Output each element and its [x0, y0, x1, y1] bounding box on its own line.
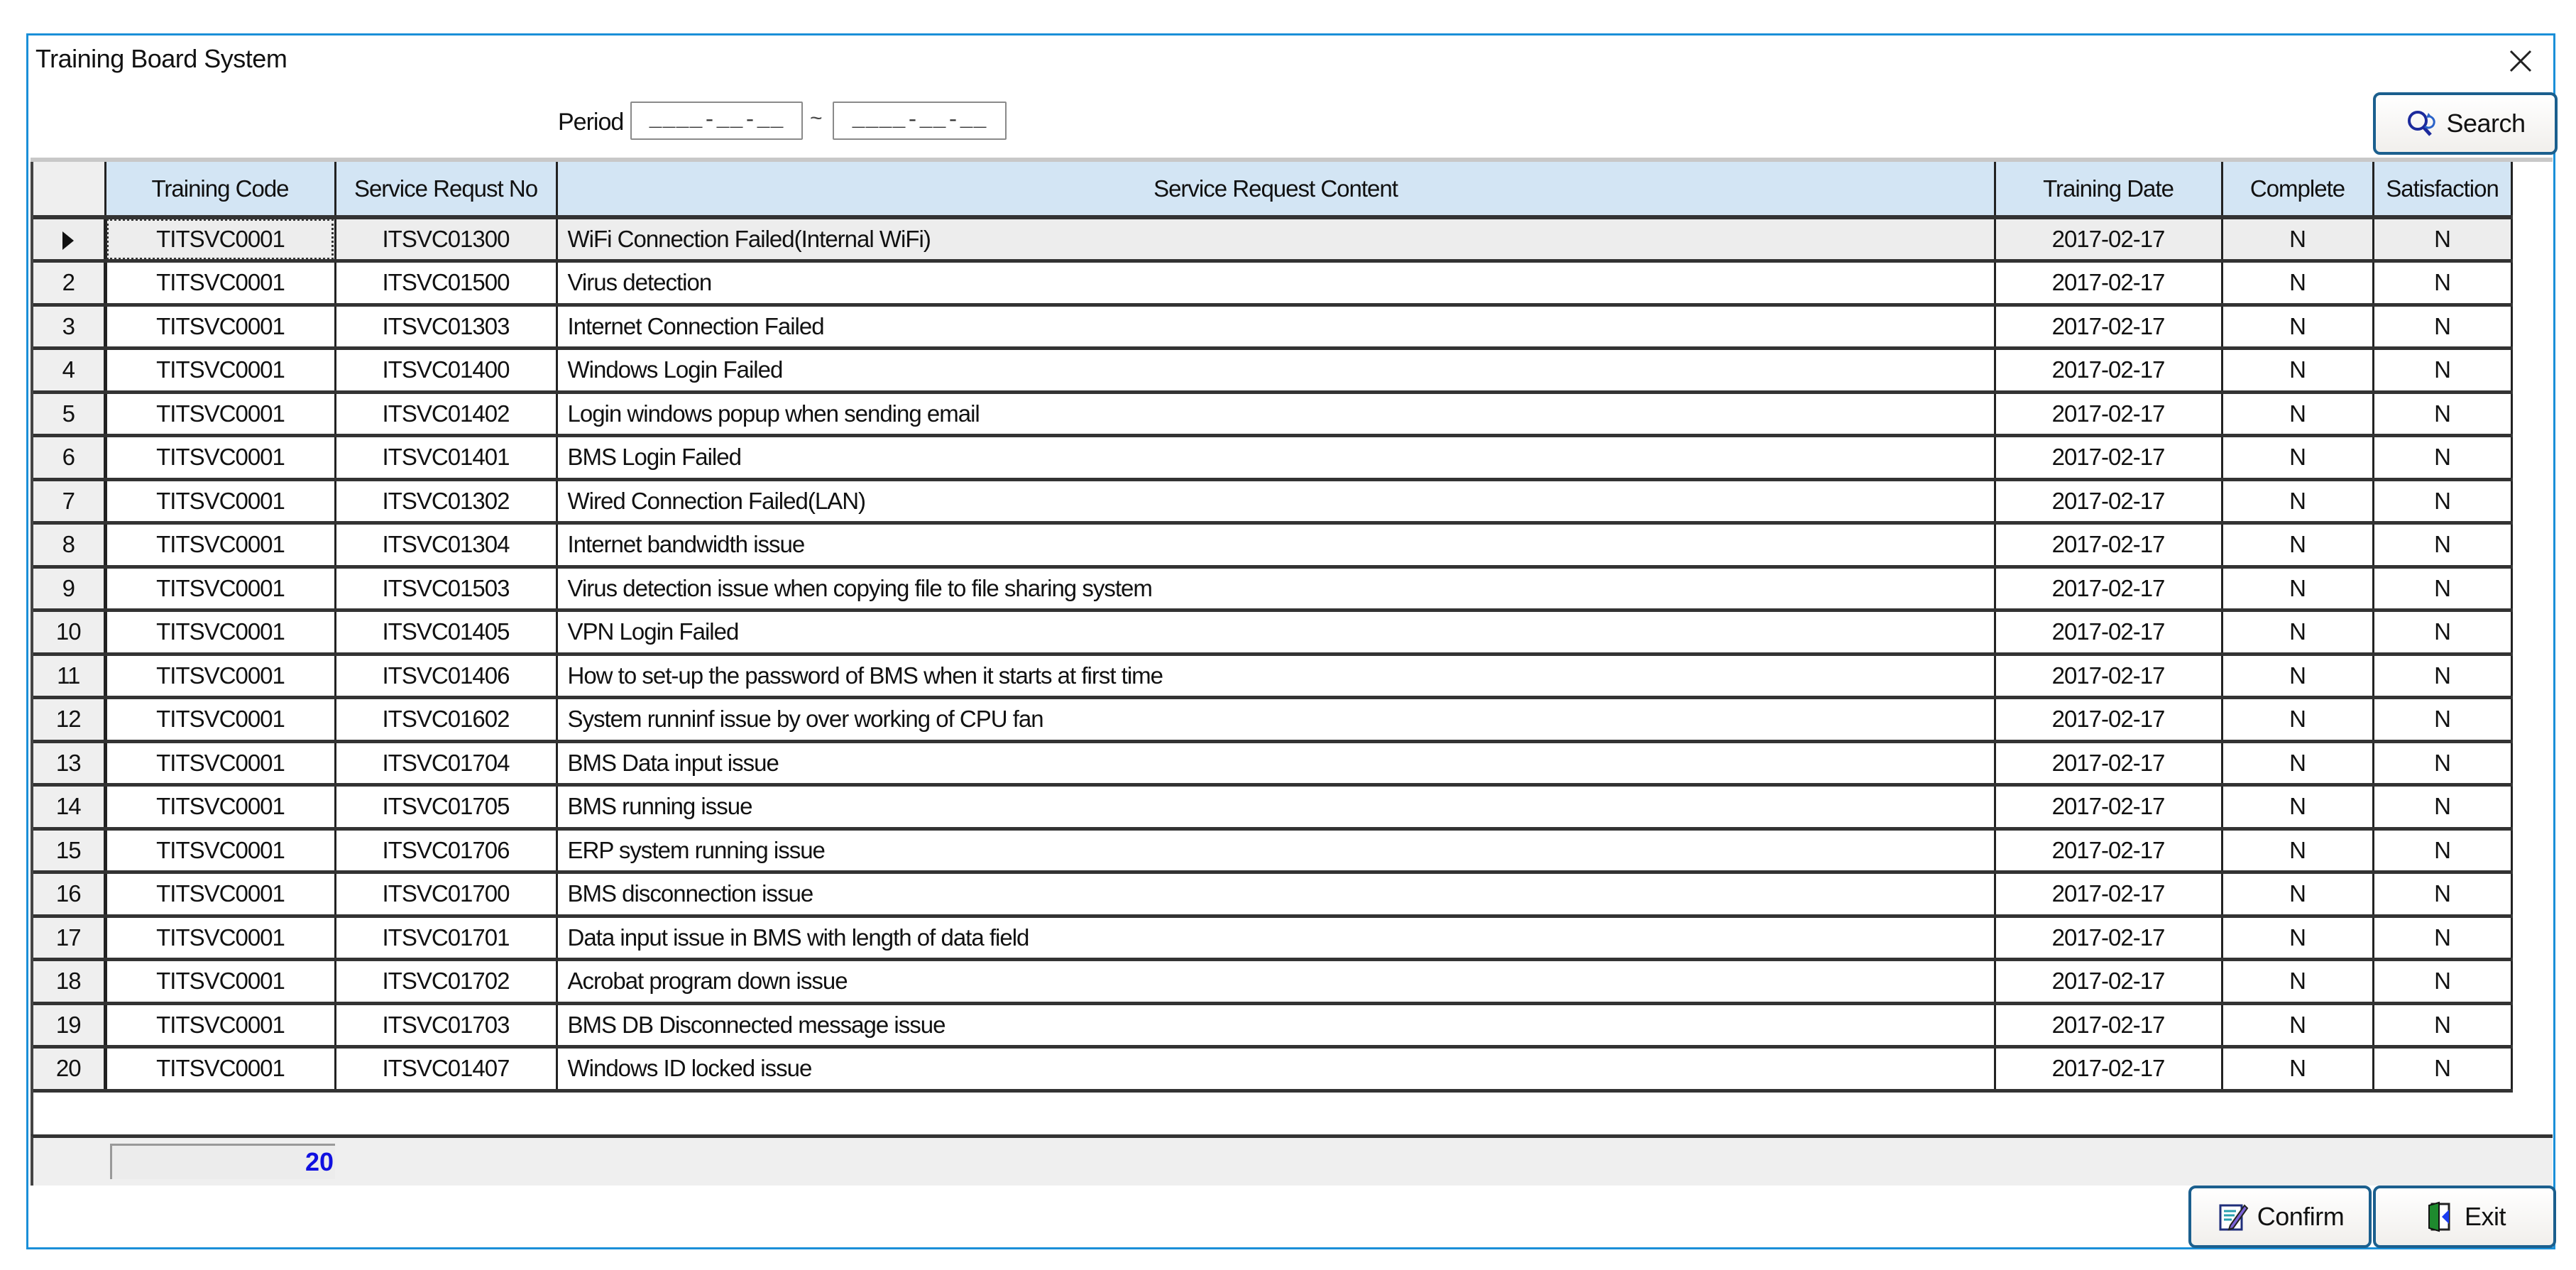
service-request-content-cell[interactable]: How to set-up the password of BMS when it starts at first time	[557, 654, 1995, 698]
training-date-cell[interactable]: 2017-02-17	[1995, 828, 2222, 872]
row-header[interactable]: 2	[33, 261, 105, 305]
confirm-button-label: Confirm	[2257, 1202, 2345, 1231]
satisfaction-cell[interactable]: N	[2373, 828, 2511, 872]
service-request-content-cell[interactable]: Virus detection issue when copying file to file sharing system	[557, 566, 1995, 611]
complete-cell[interactable]: N	[2222, 261, 2373, 305]
grid-body-area	[31, 162, 2553, 1134]
training-date-cell[interactable]: 2017-02-17	[1995, 436, 2222, 480]
satisfaction-cell[interactable]: N	[2373, 785, 2511, 829]
table-row[interactable]	[33, 349, 2511, 393]
search-button-label: Search	[2446, 109, 2526, 138]
service-request-content-cell[interactable]: VPN Login Failed	[557, 611, 1995, 655]
service-request-no-cell[interactable]: ITSVC01503	[335, 566, 557, 611]
row-header[interactable]: 18	[33, 960, 105, 1004]
training-code-cell[interactable]: TITSVC0001	[105, 872, 335, 916]
service-request-content-cell[interactable]: ERP system running issue	[557, 828, 1995, 872]
table-row[interactable]	[33, 523, 2511, 567]
complete-cell[interactable]: N	[2222, 305, 2373, 349]
service-request-no-cell[interactable]: ITSVC01300	[335, 217, 557, 261]
training-date-cell[interactable]: 2017-02-17	[1995, 217, 2222, 261]
period-label: Period	[558, 109, 624, 136]
service-request-content-cell[interactable]: Login windows popup when sending email	[557, 392, 1995, 436]
table-row[interactable]	[33, 741, 2511, 785]
row-header[interactable]: 13	[33, 741, 105, 785]
row-header[interactable]	[33, 217, 105, 261]
close-x-icon	[2504, 44, 2538, 78]
training-date-cell[interactable]: 2017-02-17	[1995, 698, 2222, 742]
training-date-cell[interactable]: 2017-02-17	[1995, 479, 2222, 523]
row-header-corner	[33, 162, 105, 217]
row-header[interactable]: 5	[33, 392, 105, 436]
training-code-cell[interactable]: TITSVC0001	[105, 566, 335, 611]
service-request-content-cell[interactable]: Internet bandwidth issue	[557, 523, 1995, 567]
complete-cell[interactable]: N	[2222, 611, 2373, 655]
table-row[interactable]	[33, 392, 2511, 436]
complete-cell[interactable]: N	[2222, 392, 2373, 436]
training-code-cell[interactable]: TITSVC0001	[105, 523, 335, 567]
exit-button[interactable]	[2373, 1186, 2556, 1248]
row-header[interactable]: 20	[33, 1047, 105, 1091]
service-request-no-cell[interactable]: ITSVC01400	[335, 349, 557, 393]
row-header[interactable]: 19	[33, 1003, 105, 1047]
table-row[interactable]	[33, 916, 2511, 960]
training-date-cell[interactable]: 2017-02-17	[1995, 872, 2222, 916]
row-header[interactable]: 10	[33, 611, 105, 655]
satisfaction-cell[interactable]: N	[2373, 566, 2511, 611]
row-header[interactable]: 17	[33, 916, 105, 960]
service-request-no-cell[interactable]: ITSVC01602	[335, 698, 557, 742]
service-request-no-cell[interactable]: ITSVC01705	[335, 785, 557, 829]
training-date-cell[interactable]: 2017-02-17	[1995, 523, 2222, 567]
service-request-no-cell[interactable]: ITSVC01702	[335, 960, 557, 1004]
table-row[interactable]	[33, 261, 2511, 305]
service-request-no-cell[interactable]: ITSVC01706	[335, 828, 557, 872]
complete-cell[interactable]: N	[2222, 523, 2373, 567]
service-request-content-cell[interactable]: BMS Login Failed	[557, 436, 1995, 480]
close-button[interactable]	[2504, 44, 2538, 78]
training-date-cell[interactable]: 2017-02-17	[1995, 916, 2222, 960]
table-row[interactable]	[33, 654, 2511, 698]
service-request-content-cell[interactable]: BMS DB Disconnected message issue	[557, 1003, 1995, 1047]
exit-button-label: Exit	[2464, 1202, 2506, 1231]
training-date-cell[interactable]: 2017-02-17	[1995, 261, 2222, 305]
service-request-no-cell[interactable]: ITSVC01401	[335, 436, 557, 480]
service-request-content-cell[interactable]: Wired Connection Failed(LAN)	[557, 479, 1995, 523]
training-date-cell[interactable]: 2017-02-17	[1995, 1047, 2222, 1091]
service-request-no-cell[interactable]: ITSVC01500	[335, 261, 557, 305]
row-header[interactable]: 16	[33, 872, 105, 916]
training-date-cell[interactable]: 2017-02-17	[1995, 654, 2222, 698]
training-code-cell[interactable]: TITSVC0001	[105, 436, 335, 480]
training-date-cell[interactable]: 2017-02-17	[1995, 960, 2222, 1004]
satisfaction-cell[interactable]: N	[2373, 1047, 2511, 1091]
complete-cell[interactable]: N	[2222, 349, 2373, 393]
training-code-cell[interactable]: TITSVC0001	[105, 654, 335, 698]
service-request-no-cell[interactable]: ITSVC01704	[335, 741, 557, 785]
training-date-cell[interactable]: 2017-02-17	[1995, 1003, 2222, 1047]
table-row[interactable]	[33, 785, 2511, 829]
service-request-no-cell[interactable]: ITSVC01703	[335, 1003, 557, 1047]
training-code-cell[interactable]: TITSVC0001	[105, 611, 335, 655]
training-date-cell[interactable]: 2017-02-17	[1995, 349, 2222, 393]
satisfaction-cell[interactable]: N	[2373, 872, 2511, 916]
service-request-no-cell[interactable]: ITSVC01406	[335, 654, 557, 698]
training-date-cell[interactable]: 2017-02-17	[1995, 611, 2222, 655]
column-header-training-date[interactable]: Training Date	[1995, 162, 2222, 217]
satisfaction-cell[interactable]: N	[2373, 611, 2511, 655]
search-button[interactable]	[2373, 92, 2558, 155]
row-header[interactable]: 9	[33, 566, 105, 611]
training-date-cell[interactable]: 2017-02-17	[1995, 392, 2222, 436]
service-request-content-cell[interactable]: Internet Connection Failed	[557, 305, 1995, 349]
training-date-cell[interactable]: 2017-02-17	[1995, 741, 2222, 785]
complete-cell[interactable]: N	[2222, 960, 2373, 1004]
row-header[interactable]: 11	[33, 654, 105, 698]
edit-document-icon	[2216, 1200, 2250, 1234]
column-header-satisfaction[interactable]: Satisfaction	[2373, 162, 2511, 217]
table-row[interactable]	[33, 479, 2511, 523]
table-row[interactable]	[33, 566, 2511, 611]
satisfaction-cell[interactable]: N	[2373, 741, 2511, 785]
row-header[interactable]: 4	[33, 349, 105, 393]
training-code-cell[interactable]: TITSVC0001	[105, 479, 335, 523]
grid-footer-bar	[31, 1134, 2553, 1186]
column-header-service-request-no[interactable]: Service Requst No	[335, 162, 557, 217]
row-header[interactable]: 12	[33, 698, 105, 742]
magnifier-search-icon	[2405, 106, 2439, 141]
training-code-cell[interactable]: TITSVC0001	[105, 305, 335, 349]
training-code-cell[interactable]: TITSVC0001	[105, 1003, 335, 1047]
row-header[interactable]: 7	[33, 479, 105, 523]
service-request-content-cell[interactable]: BMS running issue	[557, 785, 1995, 829]
training-board-window	[26, 33, 2555, 1249]
service-request-no-cell[interactable]: ITSVC01304	[335, 523, 557, 567]
header-row	[33, 162, 2511, 217]
service-request-content-cell[interactable]: BMS Data input issue	[557, 741, 1995, 785]
training-code-cell[interactable]: TITSVC0001	[105, 1047, 335, 1091]
table-row[interactable]	[33, 698, 2511, 742]
table-row[interactable]	[33, 1003, 2511, 1047]
training-date-cell[interactable]: 2017-02-17	[1995, 305, 2222, 349]
satisfaction-cell[interactable]: N	[2373, 479, 2511, 523]
column-header-complete[interactable]: Complete	[2222, 162, 2373, 217]
training-code-cell[interactable]: TITSVC0001	[105, 349, 335, 393]
service-request-content-cell[interactable]: Virus detection	[557, 261, 1995, 305]
satisfaction-cell[interactable]: N	[2373, 960, 2511, 1004]
confirm-button[interactable]	[2188, 1186, 2372, 1248]
table-row[interactable]	[33, 1047, 2511, 1091]
service-request-no-cell[interactable]: ITSVC01700	[335, 872, 557, 916]
service-request-no-cell[interactable]: ITSVC01701	[335, 916, 557, 960]
exit-door-icon	[2423, 1200, 2457, 1234]
training-code-cell[interactable]: TITSVC0001	[105, 217, 335, 261]
period-from-input[interactable]: ____-__-__	[630, 102, 803, 140]
satisfaction-cell[interactable]: N	[2373, 349, 2511, 393]
service-request-content-cell[interactable]: Acrobat program down issue	[557, 960, 1995, 1004]
column-header-training-code[interactable]: Training Code	[105, 162, 335, 217]
service-request-no-cell[interactable]: ITSVC01303	[335, 305, 557, 349]
satisfaction-cell[interactable]: N	[2373, 916, 2511, 960]
row-pointer-icon	[62, 231, 74, 250]
training-code-cell[interactable]: TITSVC0001	[105, 392, 335, 436]
training-code-cell[interactable]: TITSVC0001	[105, 261, 335, 305]
complete-cell[interactable]: N	[2222, 479, 2373, 523]
service-request-no-cell[interactable]: ITSVC01405	[335, 611, 557, 655]
table-row[interactable]	[33, 305, 2511, 349]
complete-cell[interactable]: N	[2222, 872, 2373, 916]
training-code-cell[interactable]: TITSVC0001	[105, 828, 335, 872]
column-header-service-request-content[interactable]: Service Request Content	[557, 162, 1995, 217]
complete-cell[interactable]: N	[2222, 1003, 2373, 1047]
training-code-cell[interactable]: TITSVC0001	[105, 916, 335, 960]
training-code-cell[interactable]: TITSVC0001	[105, 741, 335, 785]
row-header[interactable]: 15	[33, 828, 105, 872]
window-title: Training Board System	[35, 44, 287, 73]
complete-cell[interactable]: N	[2222, 785, 2373, 829]
complete-cell[interactable]: N	[2222, 1047, 2373, 1091]
period-separator: ~	[810, 106, 823, 130]
satisfaction-cell[interactable]: N	[2373, 1003, 2511, 1047]
satisfaction-cell[interactable]: N	[2373, 698, 2511, 742]
period-to-input[interactable]: ____-__-__	[833, 102, 1007, 140]
satisfaction-cell[interactable]: N	[2373, 392, 2511, 436]
training-code-cell[interactable]: TITSVC0001	[105, 785, 335, 829]
complete-cell[interactable]: N	[2222, 741, 2373, 785]
service-request-content-cell[interactable]: WiFi Connection Failed(Internal WiFi)	[557, 217, 1995, 261]
row-header[interactable]: 3	[33, 305, 105, 349]
complete-cell[interactable]: N	[2222, 436, 2373, 480]
service-request-content-cell[interactable]: BMS disconnection issue	[557, 872, 1995, 916]
service-request-content-cell[interactable]: Data input issue in BMS with length of data field	[557, 916, 1995, 960]
total-count: 20	[110, 1144, 335, 1179]
satisfaction-cell[interactable]: N	[2373, 654, 2511, 698]
table-row[interactable]	[33, 828, 2511, 872]
table-row[interactable]	[33, 960, 2511, 1004]
training-code-cell[interactable]: TITSVC0001	[105, 960, 335, 1004]
row-header[interactable]: 8	[33, 523, 105, 567]
row-header[interactable]: 14	[33, 785, 105, 829]
table-row[interactable]	[33, 217, 2511, 261]
service-request-content-cell[interactable]: System runninf issue by over working of CPU fan	[557, 698, 1995, 742]
table-row[interactable]	[33, 872, 2511, 916]
service-request-content-cell[interactable]: Windows ID locked issue	[557, 1047, 1995, 1091]
data-table	[33, 162, 2513, 1093]
training-date-cell[interactable]: 2017-02-17	[1995, 566, 2222, 611]
table-row[interactable]	[33, 611, 2511, 655]
service-request-no-cell[interactable]: ITSVC01402	[335, 392, 557, 436]
training-date-cell[interactable]: 2017-02-17	[1995, 785, 2222, 829]
training-code-cell[interactable]: TITSVC0001	[105, 698, 335, 742]
table-row[interactable]	[33, 436, 2511, 480]
complete-cell[interactable]: N	[2222, 916, 2373, 960]
training-grid	[31, 158, 2553, 1213]
satisfaction-cell[interactable]: N	[2373, 523, 2511, 567]
complete-cell[interactable]: N	[2222, 566, 2373, 611]
satisfaction-cell[interactable]: N	[2373, 217, 2511, 261]
satisfaction-cell[interactable]: N	[2373, 261, 2511, 305]
service-request-no-cell[interactable]: ITSVC01302	[335, 479, 557, 523]
service-request-no-cell[interactable]: ITSVC01407	[335, 1047, 557, 1091]
service-request-content-cell[interactable]: Windows Login Failed	[557, 349, 1995, 393]
satisfaction-cell[interactable]: N	[2373, 436, 2511, 480]
complete-cell[interactable]: N	[2222, 698, 2373, 742]
complete-cell[interactable]: N	[2222, 828, 2373, 872]
row-header[interactable]: 6	[33, 436, 105, 480]
complete-cell[interactable]: N	[2222, 217, 2373, 261]
satisfaction-cell[interactable]: N	[2373, 305, 2511, 349]
complete-cell[interactable]: N	[2222, 654, 2373, 698]
